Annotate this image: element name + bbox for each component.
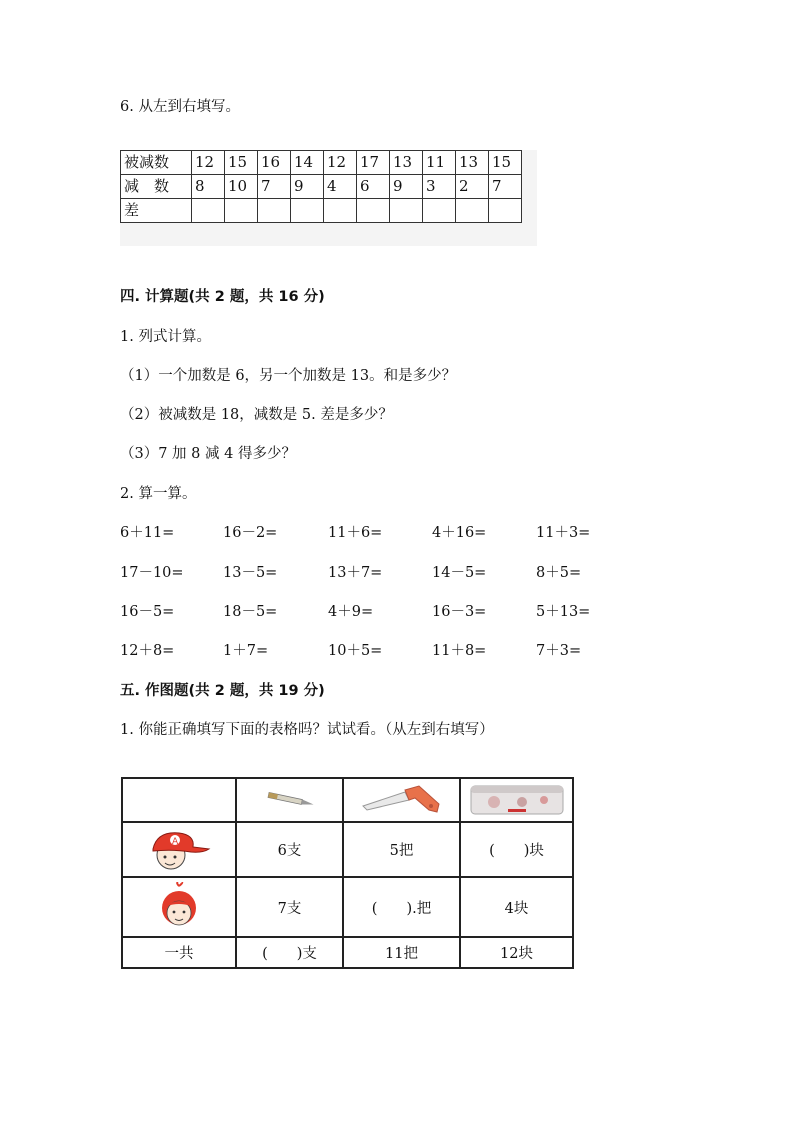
section5-q1-title: 1. 你能正确填写下面的表格吗？试试看。（从左到右填写） — [120, 722, 494, 738]
answer-cell[interactable] — [456, 199, 489, 223]
calc-expression: 4＋16= — [432, 525, 487, 541]
subtraction-row — [121, 151, 522, 175]
boy-knife-cell: 5把 — [343, 822, 460, 877]
pencil-case-icon — [468, 782, 566, 818]
calc-expression: 1＋7= — [223, 643, 269, 659]
header-pen-cell — [236, 778, 343, 822]
calc-expression: 16－2= — [223, 525, 278, 541]
calc-expression: 8＋5= — [536, 565, 582, 581]
total-row-label: 一共 — [122, 937, 236, 968]
girl-knife-cell: ( ).把 — [343, 877, 460, 937]
value-cell: 2 — [456, 175, 489, 199]
value-cell: 13 — [390, 151, 423, 175]
calc-expression: 16－3= — [432, 604, 487, 620]
subtraction-table-area — [120, 150, 537, 246]
header-knife-cell — [343, 778, 460, 822]
header-pencil-case-cell — [460, 778, 573, 822]
calc-expression: 6＋11= — [120, 525, 175, 541]
girl-pen-cell: 7支 — [236, 877, 343, 937]
svg-text:A: A — [172, 836, 179, 847]
calc-expression: 11＋6= — [328, 525, 383, 541]
answer-cell[interactable] — [423, 199, 456, 223]
value-cell: 9 — [291, 175, 324, 199]
section4-q1-title: 1. 列式计算。 — [120, 329, 211, 345]
boy-pencil-case-cell: ( )块 — [460, 822, 573, 877]
pen-icon — [262, 789, 318, 811]
answer-cell[interactable] — [324, 199, 357, 223]
calc-expression: 16－5= — [120, 604, 175, 620]
girl-icon — [154, 882, 204, 932]
subtraction-row-label: 减 数 — [121, 175, 192, 199]
calc-expression: 11＋8= — [432, 643, 487, 659]
value-cell: 16 — [258, 151, 291, 175]
calc-expression: 14－5= — [432, 565, 487, 581]
value-cell: 7 — [258, 175, 291, 199]
answer-cell[interactable] — [192, 199, 225, 223]
subtraction-table — [120, 150, 522, 223]
calc-expression: 18－5= — [223, 604, 278, 620]
calc-expression: 17－10= — [120, 565, 184, 581]
calc-expression: 12＋8= — [120, 643, 175, 659]
section4-q2-title: 2. 算一算。 — [120, 486, 197, 502]
value-cell: 14 — [291, 151, 324, 175]
value-cell: 12 — [192, 151, 225, 175]
section5-heading: 五. 作图题(共 2 题，共 19 分) — [120, 683, 325, 699]
section4-q1-item-1: （1）一个加数是 6，另一个加数是 13。和是多少？ — [120, 368, 457, 384]
answer-cell[interactable] — [357, 199, 390, 223]
boy-icon — [145, 827, 213, 873]
items-table — [121, 777, 574, 969]
subtraction-row-label: 差 — [121, 199, 192, 223]
calc-expression: 13＋7= — [328, 565, 383, 581]
girl-pencil-case-cell: 4块 — [460, 877, 573, 937]
girl-row-header — [122, 877, 236, 937]
calc-expression: 4＋9= — [328, 604, 374, 620]
answer-cell[interactable] — [258, 199, 291, 223]
value-cell: 15 — [489, 151, 522, 175]
answer-cell[interactable] — [390, 199, 423, 223]
boy-row-header — [122, 822, 236, 877]
calc-expression: 11＋3= — [536, 525, 591, 541]
value-cell: 12 — [324, 151, 357, 175]
subtraction-row — [121, 199, 522, 223]
subtraction-row — [121, 175, 522, 199]
value-cell: 13 — [456, 151, 489, 175]
total-pencil-case-cell: 12块 — [460, 937, 573, 968]
corner-cell — [122, 778, 236, 822]
value-cell: 6 — [357, 175, 390, 199]
value-cell: 9 — [390, 175, 423, 199]
calc-expression: 7＋3= — [536, 643, 582, 659]
value-cell: 3 — [423, 175, 456, 199]
value-cell: 7 — [489, 175, 522, 199]
q6-title: 6. 从左到右填写。 — [120, 99, 240, 115]
value-cell: 15 — [225, 151, 258, 175]
answer-cell[interactable] — [489, 199, 522, 223]
section4-heading: 四. 计算题(共 2 题，共 16 分) — [120, 289, 325, 305]
knife-icon — [359, 782, 445, 818]
section4-q1-item-3: （3）7 加 8 减 4 得多少？ — [120, 446, 296, 462]
value-cell: 4 — [324, 175, 357, 199]
calc-expression: 10＋5= — [328, 643, 383, 659]
answer-cell[interactable] — [291, 199, 324, 223]
value-cell: 11 — [423, 151, 456, 175]
value-cell: 17 — [357, 151, 390, 175]
answer-cell[interactable] — [225, 199, 258, 223]
boy-pen-cell: 6支 — [236, 822, 343, 877]
value-cell: 8 — [192, 175, 225, 199]
subtraction-row-label: 被减数 — [121, 151, 192, 175]
total-pen-cell: ( )支 — [236, 937, 343, 968]
calc-expression: 5＋13= — [536, 604, 591, 620]
calc-expression: 13－5= — [223, 565, 278, 581]
total-knife-cell: 11把 — [343, 937, 460, 968]
section4-q1-item-2: （2）被减数是 18，减数是 5. 差是多少？ — [120, 407, 393, 423]
value-cell: 10 — [225, 175, 258, 199]
